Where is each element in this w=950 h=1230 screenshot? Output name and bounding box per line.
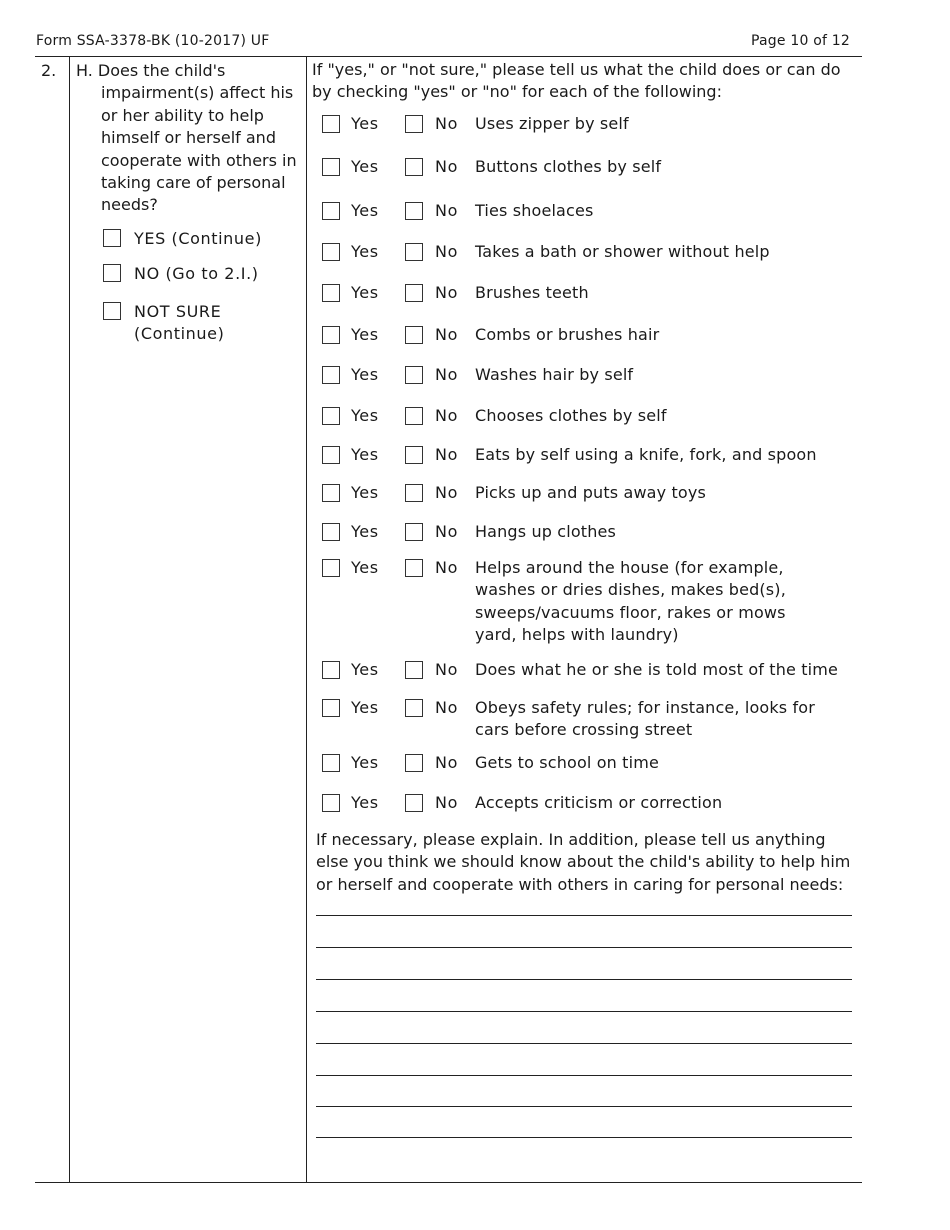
- yes-label: Yes: [351, 660, 379, 679]
- activity-label: Uses zipper by self: [475, 114, 629, 133]
- yes-checkbox[interactable]: [322, 794, 340, 812]
- yes-label: Yes: [351, 157, 379, 176]
- activity-label: Chooses clothes by self: [475, 406, 667, 425]
- explanation-prompt: If necessary, please explain. In addition, please tell us anything else you think we should know about the child's ability to help him or herself and cooperate with others in caring for personal needs:: [316, 830, 851, 894]
- yes-checkbox[interactable]: [322, 484, 340, 502]
- yes-label: Yes: [351, 201, 379, 220]
- item-row-picks-up-toys: [322, 482, 852, 504]
- yes-label: Yes: [351, 242, 379, 261]
- writing-line[interactable]: [316, 1106, 852, 1107]
- yes-checkbox[interactable]: [322, 115, 340, 133]
- yes-label: Yes: [351, 483, 379, 502]
- item-row-uses-zipper: [322, 113, 852, 135]
- no-label: No: [435, 660, 458, 679]
- activity-label: Combs or brushes hair: [475, 325, 660, 344]
- writing-line[interactable]: [316, 1075, 852, 1076]
- writing-line[interactable]: [316, 1011, 852, 1012]
- item-row-washes-hair: [322, 364, 852, 386]
- no-label: No: [435, 698, 458, 717]
- no-checkbox[interactable]: [405, 158, 423, 176]
- yes-label: Yes: [351, 406, 379, 425]
- yes-checkbox[interactable]: [322, 559, 340, 577]
- no-checkbox[interactable]: [405, 559, 423, 577]
- no-checkbox[interactable]: [405, 202, 423, 220]
- yes-label: Yes: [351, 114, 379, 133]
- no-checkbox[interactable]: [405, 523, 423, 541]
- no-checkbox[interactable]: [405, 661, 423, 679]
- option-yes-checkbox[interactable]: [103, 229, 121, 247]
- item-row-school-on-time: [322, 752, 852, 774]
- no-checkbox[interactable]: [405, 754, 423, 772]
- yes-checkbox[interactable]: [322, 202, 340, 220]
- item-row-bath-shower: [322, 241, 852, 263]
- yes-label: Yes: [351, 522, 379, 541]
- activity-label: Brushes teeth: [475, 283, 589, 302]
- item-row-helps-around-house: [322, 557, 812, 647]
- no-label: No: [435, 365, 458, 384]
- writing-line[interactable]: [316, 1043, 852, 1044]
- no-checkbox[interactable]: [405, 794, 423, 812]
- question-text: H. Does the child's impairment(s) affect his or her ability to help himself or herself and cooperate with others in taking care of personal needs?: [76, 61, 297, 215]
- yes-checkbox[interactable]: [322, 326, 340, 344]
- instructions-text: If "yes," or "not sure," please tell us what the child does or can do by checking "yes" or "no" for each of the following:: [312, 60, 841, 102]
- no-checkbox[interactable]: [405, 699, 423, 717]
- item-row-brushes-teeth: [322, 282, 852, 304]
- no-label: No: [435, 483, 458, 502]
- activity-label: Buttons clothes by self: [475, 157, 662, 176]
- no-checkbox[interactable]: [405, 407, 423, 425]
- activity-label: Does what he or she is told most of the time: [475, 660, 838, 679]
- yes-checkbox[interactable]: [322, 243, 340, 261]
- option-not-sure[interactable]: [103, 301, 243, 345]
- page-number: Page 10 of 12: [751, 33, 850, 49]
- yes-label: Yes: [351, 365, 379, 384]
- item-row-does-what-told: [322, 659, 852, 681]
- no-label: No: [435, 558, 458, 577]
- no-checkbox[interactable]: [405, 243, 423, 261]
- item-row-ties-shoelaces: [322, 200, 852, 222]
- yes-checkbox[interactable]: [322, 366, 340, 384]
- activity-label: Helps around the house (for example, washes or dries dishes, makes bed(s), sweeps/vacuums floor, rakes or mows yard, helps with laundry): [475, 558, 786, 645]
- activity-label: Accepts criticism or correction: [475, 793, 723, 812]
- no-label: No: [435, 406, 458, 425]
- no-checkbox[interactable]: [405, 484, 423, 502]
- section-number: 2.: [41, 61, 57, 80]
- option-no-label: NO (Go to 2.I.): [134, 264, 259, 283]
- yes-label: Yes: [351, 793, 379, 812]
- no-label: No: [435, 283, 458, 302]
- writing-line[interactable]: [316, 915, 852, 916]
- table-bottom-border: [35, 1182, 862, 1183]
- writing-line[interactable]: [316, 947, 852, 948]
- item-row-chooses-clothes: [322, 405, 852, 427]
- yes-checkbox[interactable]: [322, 158, 340, 176]
- activity-label: Ties shoelaces: [475, 201, 594, 220]
- yes-checkbox[interactable]: [322, 284, 340, 302]
- table-top-border: [35, 56, 862, 57]
- activity-label: Hangs up clothes: [475, 522, 616, 541]
- column-divider-2: [306, 57, 307, 1183]
- option-no-goto[interactable]: [103, 263, 259, 285]
- activity-label: Obeys safety rules; for instance, looks for cars before crossing street: [475, 698, 815, 740]
- item-row-eats-by-self: [322, 444, 852, 466]
- yes-label: Yes: [351, 753, 379, 772]
- no-label: No: [435, 753, 458, 772]
- item-row-buttons-clothes: [322, 156, 852, 178]
- option-yes-continue[interactable]: [103, 228, 262, 250]
- no-label: No: [435, 201, 458, 220]
- activity-label: Takes a bath or shower without help: [475, 242, 770, 261]
- yes-label: Yes: [351, 698, 379, 717]
- no-label: No: [435, 157, 458, 176]
- activity-label: Eats by self using a knife, fork, and spoon: [475, 445, 817, 464]
- no-checkbox[interactable]: [405, 326, 423, 344]
- yes-checkbox[interactable]: [322, 754, 340, 772]
- writing-line[interactable]: [316, 1137, 852, 1138]
- column-divider-1: [69, 57, 70, 1183]
- item-row-hangs-clothes: [322, 521, 852, 543]
- yes-checkbox[interactable]: [322, 407, 340, 425]
- option-not-sure-label: NOT SURE (Continue): [134, 302, 225, 343]
- yes-label: Yes: [351, 325, 379, 344]
- no-label: No: [435, 114, 458, 133]
- activity-label: Picks up and puts away toys: [475, 483, 706, 502]
- item-row-accepts-criticism: [322, 792, 852, 814]
- yes-checkbox[interactable]: [322, 523, 340, 541]
- yes-checkbox[interactable]: [322, 661, 340, 679]
- yes-label: Yes: [351, 558, 379, 577]
- yes-label: Yes: [351, 283, 379, 302]
- no-checkbox[interactable]: [405, 284, 423, 302]
- form-id: Form SSA-3378-BK (10-2017) UF: [36, 33, 270, 49]
- question-block: [76, 60, 304, 217]
- no-checkbox[interactable]: [405, 366, 423, 384]
- option-not-sure-checkbox[interactable]: [103, 302, 121, 320]
- item-row-obeys-safety-rules: [322, 697, 827, 742]
- yes-checkbox[interactable]: [322, 699, 340, 717]
- no-label: No: [435, 242, 458, 261]
- yes-checkbox[interactable]: [322, 446, 340, 464]
- option-no-checkbox[interactable]: [103, 264, 121, 282]
- no-label: No: [435, 445, 458, 464]
- no-checkbox[interactable]: [405, 115, 423, 133]
- no-label: No: [435, 325, 458, 344]
- no-checkbox[interactable]: [405, 446, 423, 464]
- no-label: No: [435, 793, 458, 812]
- writing-line[interactable]: [316, 979, 852, 980]
- activity-label: Gets to school on time: [475, 753, 659, 772]
- no-label: No: [435, 522, 458, 541]
- item-row-combs-hair: [322, 324, 852, 346]
- option-yes-label: YES (Continue): [134, 229, 262, 248]
- yes-label: Yes: [351, 445, 379, 464]
- activity-label: Washes hair by self: [475, 365, 634, 384]
